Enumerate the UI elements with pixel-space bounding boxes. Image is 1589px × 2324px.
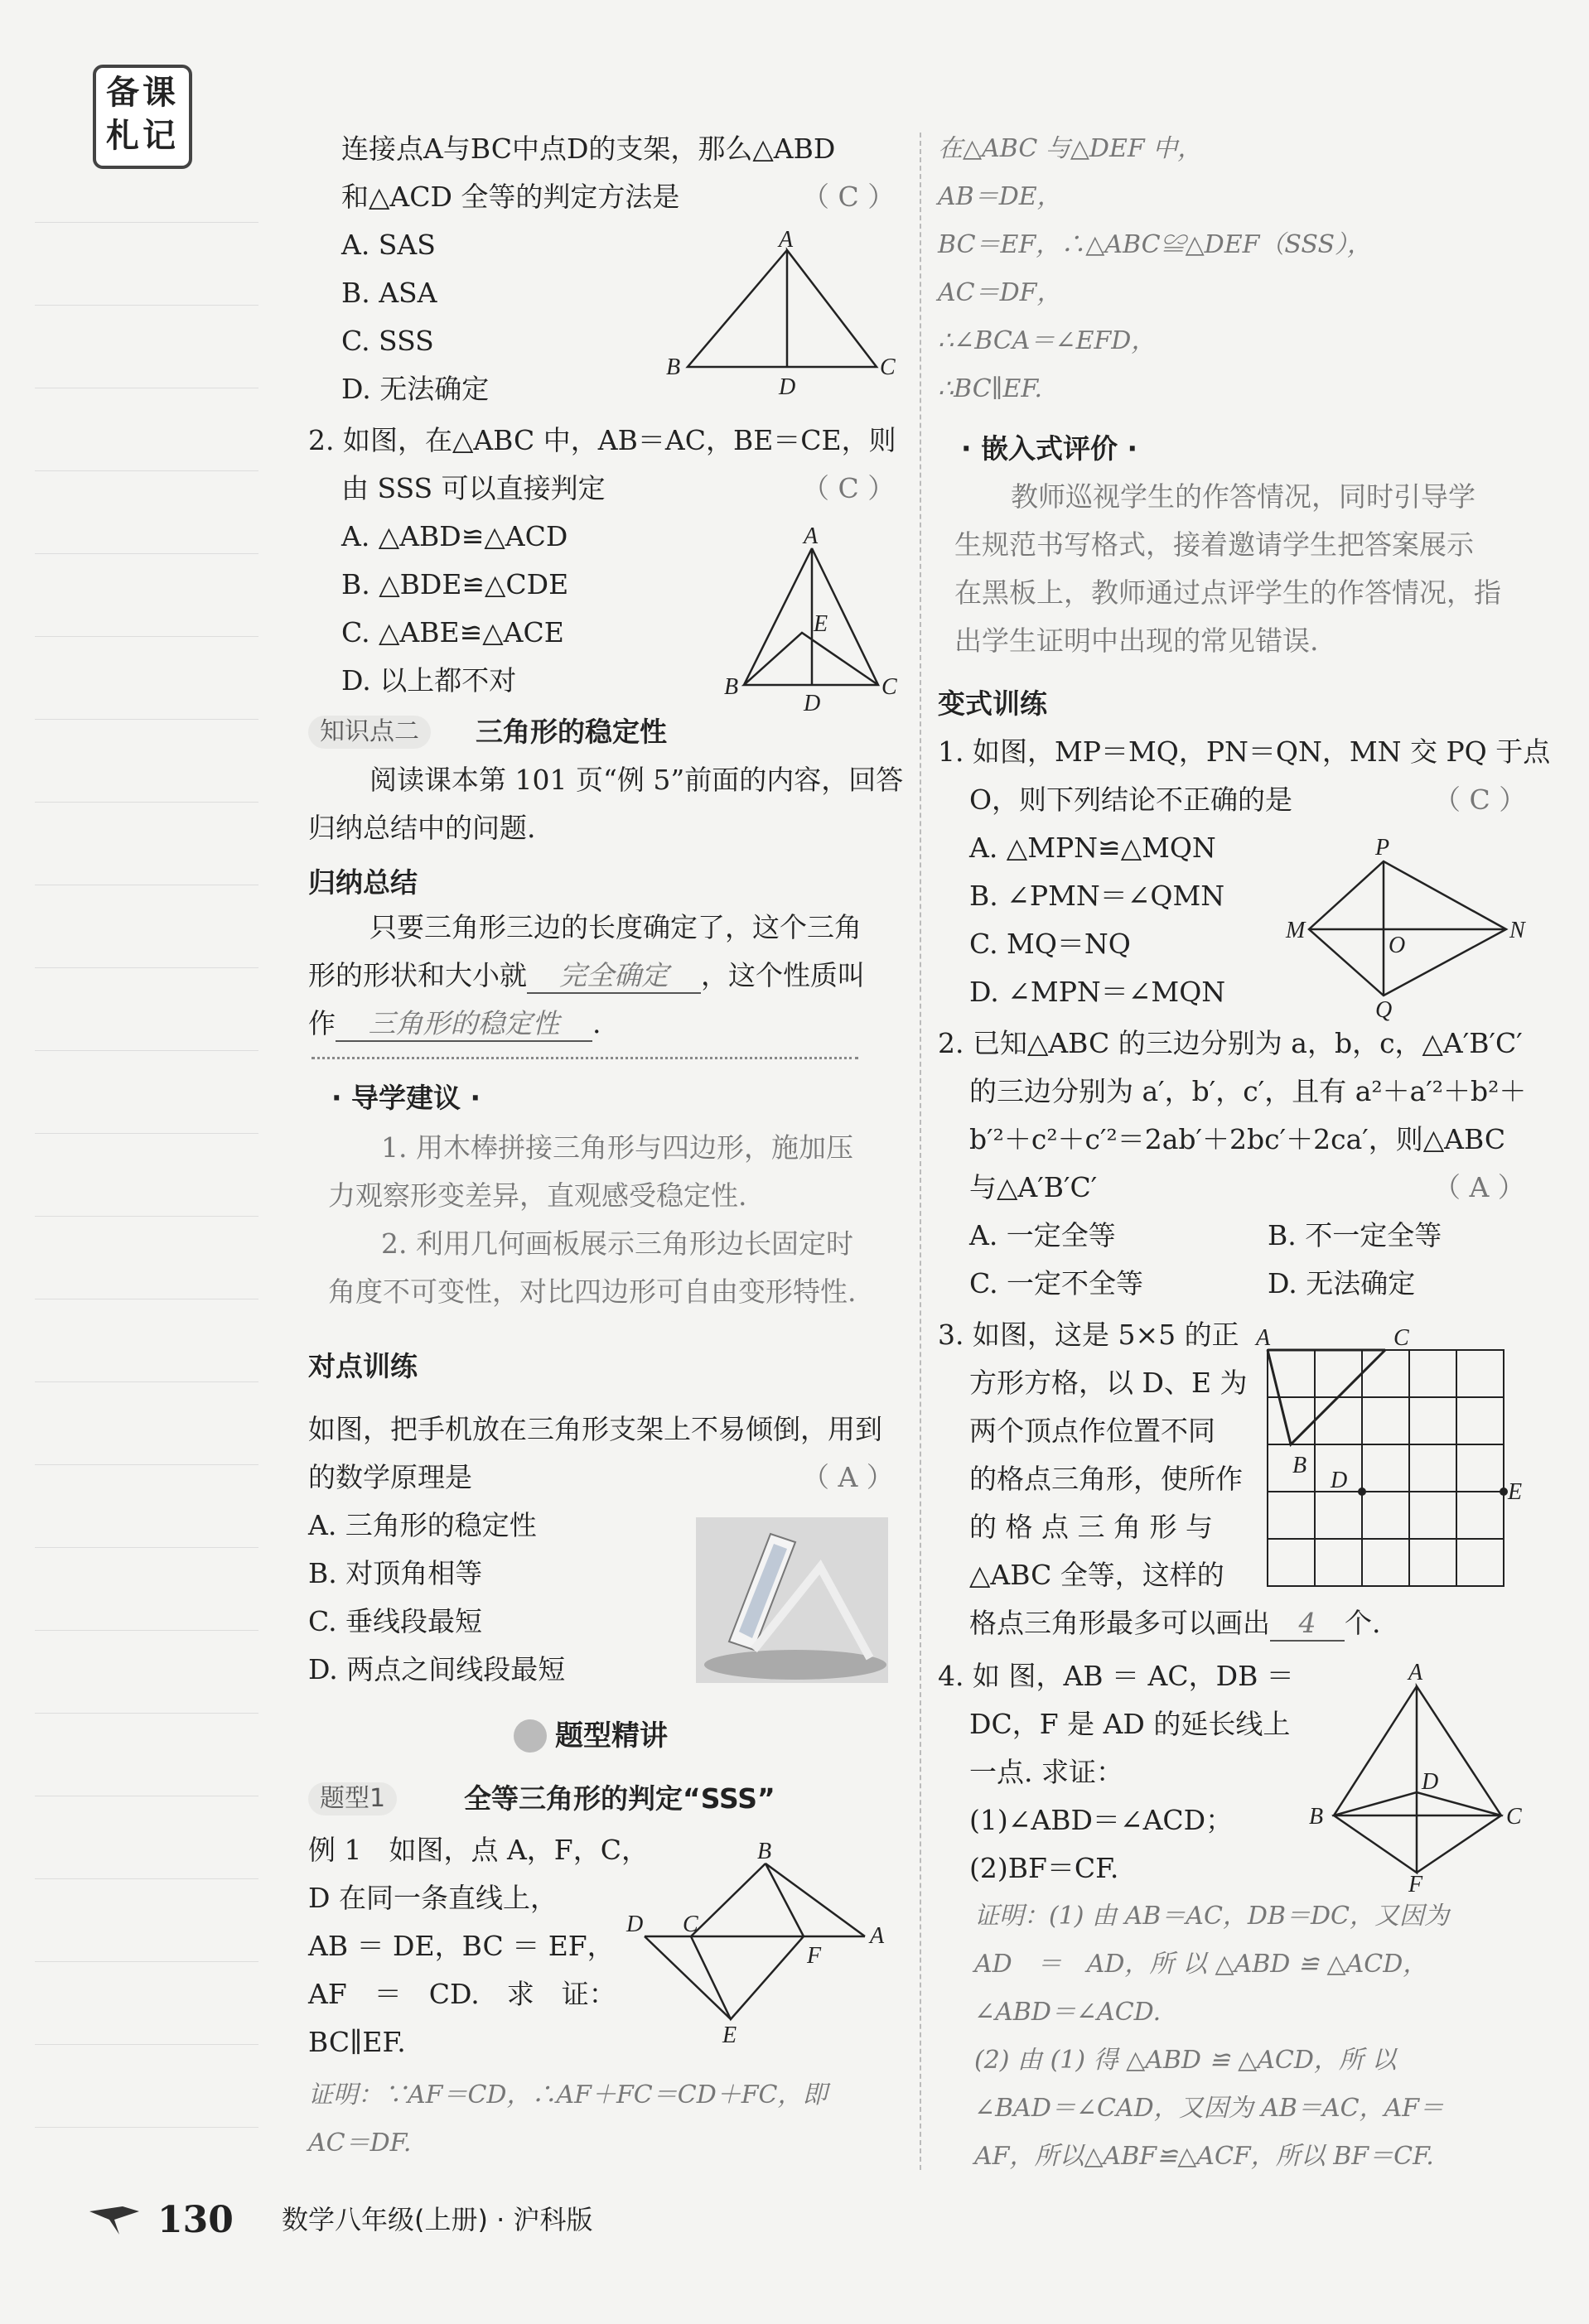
v1-label-p: P [1375,835,1390,861]
drill-title: 对点训练 [308,1350,418,1382]
type1-title: 全等三角形的判定“SSS” [464,1782,775,1815]
v4-line4: (1)∠ABD＝∠ACD； [969,1804,1234,1836]
v2-option-b: B. 不一定全等 [1268,1219,1442,1251]
book-title: 数学八年级(上册) · 沪科版 [282,2204,593,2235]
summary-line2-end: ，这个性质叫 [701,959,865,991]
page-number: 130 [157,2199,234,2241]
v3-line3: 两个顶点作位置不同 [969,1415,1215,1447]
q2-option-b: B. △BDE≌△CDE [341,568,569,600]
q1-label-b: B [666,354,681,380]
example-proof-line2: AC＝DF. [308,2129,412,2158]
drill-option-d: D. 两点之间线段最短 [308,1653,566,1685]
v1-label-m: M [1286,918,1306,943]
q1-label-c: C [880,354,896,380]
drill-option-c: C. 垂线段最短 [308,1605,483,1637]
ex-label-f: F [807,1943,822,1969]
q1-option-b: B. ASA [341,277,437,309]
summary-line1: 只要三角形三边的长度确定了，这个三角 [369,911,862,943]
q1-option-c: C. SSS [341,325,434,357]
v1-option-a: A. △MPN≌△MQN [969,832,1216,864]
variant-title: 变式训练 [938,687,1047,720]
q1-triangle-figure [663,227,903,400]
proof-line5: ∴∠BCA＝∠EFD， [938,326,1157,355]
q1-option-d: D. 无法确定 [341,373,490,405]
guide-p2-line2: 角度不可变性，对比四边形可自由变形特性. [328,1275,857,1308]
guide-p1-line1: 1. 用木棒拼接三角形与四边形，施加压 [381,1131,853,1164]
proof-line1: 在△ABC 与△DEF 中， [938,134,1203,163]
ex-label-b: B [757,1839,772,1864]
logo-text: 备课札记 [106,74,179,155]
ex-label-c: C [683,1912,698,1937]
v1-kite-figure [1284,835,1533,1023]
v4-proof-line4: (2) 由 (1) 得 △ABD ≌ △ACD，所 以 [974,2046,1397,2075]
summary-divider [312,1057,858,1059]
ex-label-e: E [722,2023,737,2048]
guide-p1-line2: 力观察形变差异，直观感受稳定性. [328,1179,747,1212]
v1-option-c: C. MQ＝NQ [969,928,1131,960]
v1-line2: O，则下列结论不正确的是 [969,784,1293,816]
proof-line3: BC＝EF，∴△ABC≌△DEF（SSS）， [938,230,1373,259]
v4-line5: (2)BF＝CF. [969,1852,1119,1884]
summary-line2 [308,959,865,994]
q2-answer: （ C ） [802,472,896,504]
summary-blank-1: 完全确定 [527,959,701,994]
v2-answer: （ A ） [1433,1171,1525,1203]
proof-line6: ∴BC∥EF. [938,374,1043,403]
v2-line1: 2. 已知△ABC 的三边分别为 a，b，c，△A′B′C′ [938,1027,1523,1059]
drill-option-b: B. 对顶角相等 [308,1557,483,1589]
v3-label-a: A [1256,1325,1271,1351]
q1-label-d: D [779,374,796,400]
v1-answer: （ C ） [1433,784,1527,816]
v4-proof-line6: AF，所以△ABF≌△ACF，所以 BF＝CF. [974,2142,1434,2171]
v3-label-c: C [1393,1325,1409,1351]
drill-option-a: A. 三角形的稳定性 [308,1509,537,1541]
example-line3: AB ＝ DE，BC ＝ EF， [308,1930,615,1962]
q2-line2: 由 SSS 可以直接判定 [341,472,606,504]
q2-option-c: C. △ABE≌△ACE [341,616,564,649]
v4-label-a: A [1408,1660,1423,1685]
v3-label-b: B [1292,1453,1307,1478]
v1-label-o: O [1389,933,1406,958]
v3-grid-figure [1251,1325,1524,1590]
q1-option-a: A. SAS [341,229,436,261]
q1-line1: 连接点A与BC中点D的支架，那么△ABD [341,133,836,165]
v3-label-e: E [1508,1479,1523,1505]
type1-tag: 题型1 [308,1782,397,1815]
v1-option-b: B. ∠PMN＝∠QMN [969,880,1225,912]
summary-line3-end: . [592,1007,601,1039]
v4-figure [1301,1660,1533,1897]
v3-line2: 方形方格，以 D、E 为 [969,1367,1248,1399]
v1-line1: 1. 如图，MP＝MQ，PN＝QN，MN 交 PQ 于点 [938,735,1551,768]
v4-proof-line2: AD ＝ AD，所 以 △ABD ≌ △ACD， [974,1950,1428,1979]
q2-label-a: A [804,523,819,549]
summary-line3-start: 作 [308,1007,336,1039]
v2-line3: b′²＋c²＋c′²＝2ab′＋2bc′＋2ca′，则△ABC [969,1123,1506,1155]
q2-label-b: B [724,674,739,700]
notes-logo [93,65,192,169]
v3-last-start: 格点三角形最多可以画出 [969,1607,1270,1639]
v1-option-d: D. ∠MPN＝∠MQN [969,976,1226,1008]
proof-line4: AC＝DF， [938,278,1062,307]
phone-stand-photo [696,1517,888,1683]
q2-option-d: D. 以上都不对 [341,664,517,697]
v4-proof-line1: 证明：(1) 由 AB＝AC，DB＝DC，又因为 [974,1902,1450,1931]
kp2-title: 三角形的稳定性 [476,716,667,748]
v2-option-c: C. 一定不全等 [969,1267,1144,1299]
example-line2: D 在同一条直线上， [308,1882,558,1914]
proof-line2: AB＝DE， [938,182,1062,211]
kp2-tag: 知识点二 [308,716,431,749]
ex-label-d: D [626,1912,644,1937]
v4-label-b: B [1309,1804,1324,1830]
example-line5: BC∥EF. [308,2026,406,2058]
q2-label-c: C [881,674,897,700]
drill-answer: （ A ） [802,1461,894,1493]
column-divider [920,133,921,2170]
q1-label-a: A [779,227,794,253]
v2-option-a: A. 一定全等 [969,1219,1116,1251]
summary-title: 归纳总结 [308,866,418,899]
example-line1: 例 1 如图，点 A，F，C， [308,1834,649,1866]
embed-line3: 在黑板上，教师通过点评学生的作答情况，指 [954,576,1501,609]
summary-line2-start: 形的形状和大小就 [308,959,527,991]
section-title: 题型精讲 [555,1719,668,1753]
q2-label-e: E [814,611,828,637]
kp2-line1: 阅读课本第 101 页“例 5”前面的内容，回答 [369,764,904,796]
v3-blank: 4 [1270,1607,1345,1642]
v3-line6: △ABC 全等，这样的 [969,1559,1224,1591]
example-line4: AF ＝ CD. 求 证： [308,1978,616,2010]
v1-label-q: Q [1375,997,1393,1023]
v4-label-f: F [1408,1872,1423,1897]
guide-p2-line1: 2. 利用几何画板展示三角形边长固定时 [381,1227,853,1260]
q2-option-a: A. △ABD≌△ACD [341,520,568,552]
v4-label-d: D [1422,1769,1439,1795]
example-proof-line1: 证明：∵AF＝CD，∴AF＋FC＝CD＋FC，即 [308,2081,828,2109]
v3-line4: 的格点三角形，使所作 [969,1463,1243,1495]
v4-line2: DC，F 是 AD 的延长线上 [969,1708,1291,1740]
footer-ornament-icon [89,2203,139,2236]
q2-triangle-figure [721,523,903,714]
v2-line4: 与△A′B′C′ [969,1171,1098,1203]
v4-label-c: C [1506,1804,1522,1830]
v4-line1: 4. 如 图，AB ＝ AC，DB ＝ [938,1660,1294,1692]
embed-line4: 出学生证明中出现的常见错误. [954,624,1319,657]
summary-line3 [308,1007,601,1042]
drill-line1: 如图，把手机放在三角形支架上不易倾倒，用到 [308,1413,882,1445]
q1-answer: （ C ） [802,181,896,213]
kp2-line2: 归纳总结中的问题. [308,812,536,844]
q2-line1: 2. 如图，在△ABC 中，AB＝AC，BE＝CE，则 [308,424,896,456]
v2-line2: 的三边分别为 a′，b′，c′，且有 a²＋a′²＋b²＋ [969,1075,1527,1107]
v3-line1: 3. 如图，这是 5×5 的正 [938,1319,1239,1351]
v1-label-n: N [1509,918,1525,943]
q2-label-d: D [804,691,821,716]
example-figure [623,1839,896,2046]
embed-line1: 教师巡视学生的作答情况，同时引导学 [1011,480,1476,513]
q1-line2: 和△ACD 全等的判定方法是 [341,181,680,213]
embed-title: · 嵌入式评价 · [961,432,1138,465]
guide-title: · 导学建议 · [331,1082,481,1114]
v3-last-end: 个. [1345,1607,1381,1639]
v3-label-d: D [1331,1468,1348,1493]
v3-line5: 的 格 点 三 角 形 与 [969,1511,1213,1543]
v4-proof-line5: ∠BAD＝∠CAD，又因为 AB＝AC，AF＝ [974,2094,1445,2123]
section-badge-icon [514,1719,547,1753]
v3-line7 [969,1607,1381,1642]
summary-blank-2: 三角形的稳定性 [336,1007,592,1042]
v4-proof-line3: ∠ABD＝∠ACD. [974,1998,1162,2027]
v2-option-d: D. 无法确定 [1268,1267,1416,1299]
embed-line2: 生规范书写格式，接着邀请学生把答案展示 [954,528,1474,561]
v4-line3: 一点. 求证： [969,1756,1123,1788]
ex-label-a: A [870,1923,885,1949]
drill-line2: 的数学原理是 [308,1461,472,1493]
